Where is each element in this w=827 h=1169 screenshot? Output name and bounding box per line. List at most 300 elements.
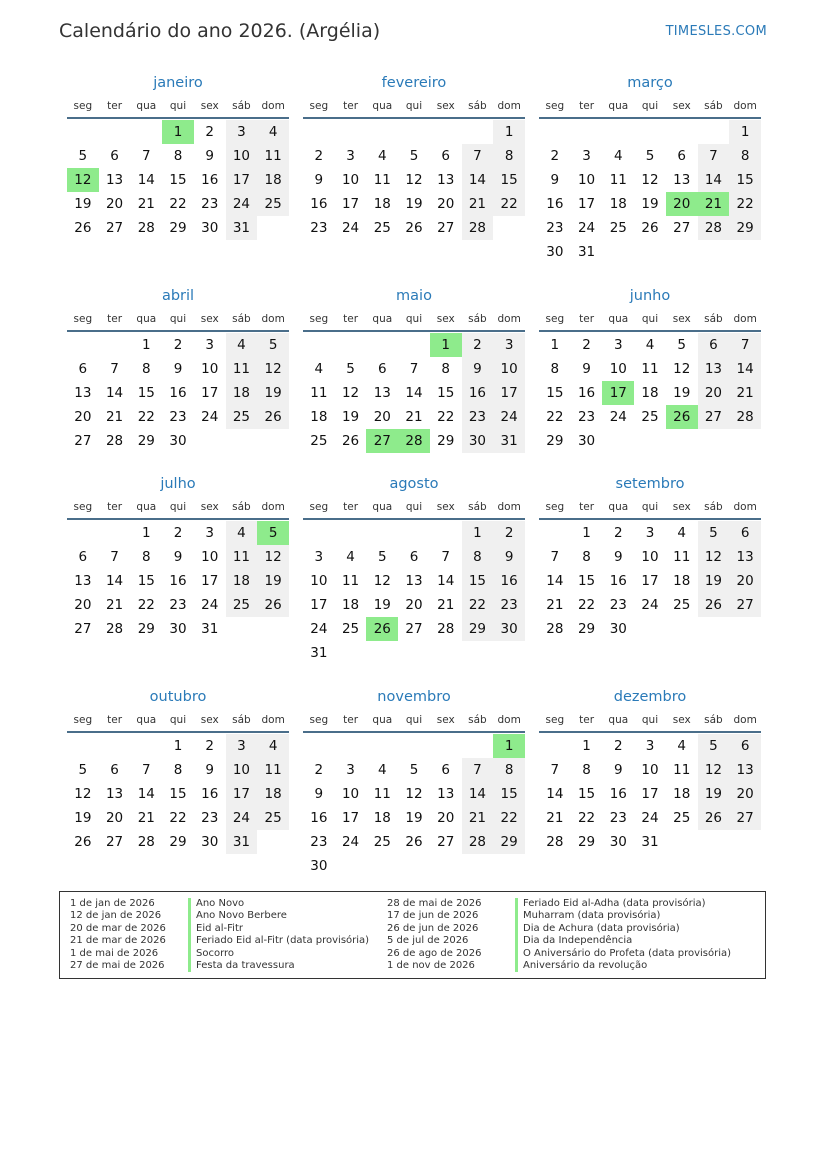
day-cell[interactable]: 10 <box>341 172 360 188</box>
day-cell[interactable]: 28 <box>546 834 564 850</box>
day-cell[interactable]: 3 <box>314 549 324 565</box>
holiday-day-cell[interactable]: 26 <box>366 617 398 641</box>
day-cell[interactable]: 24 <box>341 834 360 850</box>
day-cell[interactable]: 16 <box>609 573 627 589</box>
day-cell[interactable]: 18 <box>257 168 289 192</box>
day-cell[interactable]: 10 <box>310 573 328 589</box>
day-cell[interactable]: 28 <box>546 621 564 637</box>
day-cell[interactable]: 18 <box>641 385 659 401</box>
day-cell[interactable]: 22 <box>493 192 525 216</box>
day-cell[interactable]: 2 <box>205 124 214 140</box>
day-cell[interactable]: 9 <box>582 361 591 377</box>
day-cell[interactable]: 12 <box>405 786 423 802</box>
day-cell[interactable]: 29 <box>437 433 455 449</box>
day-cell[interactable]: 14 <box>729 357 761 381</box>
day-cell[interactable]: 22 <box>462 593 494 617</box>
day-cell[interactable]: 8 <box>582 549 591 565</box>
day-cell[interactable]: 24 <box>641 810 659 826</box>
day-cell[interactable]: 24 <box>201 409 219 425</box>
day-cell[interactable]: 2 <box>173 337 183 353</box>
day-cell[interactable]: 14 <box>105 385 124 401</box>
day-cell[interactable]: 23 <box>201 196 219 212</box>
day-cell[interactable]: 30 <box>577 433 596 449</box>
day-cell[interactable]: 27 <box>437 834 455 850</box>
day-cell[interactable]: 26 <box>641 220 659 236</box>
day-cell[interactable]: 21 <box>462 192 494 216</box>
day-cell[interactable]: 12 <box>405 172 423 188</box>
day-cell[interactable]: 10 <box>201 361 219 377</box>
day-cell[interactable]: 4 <box>257 734 289 758</box>
day-cell[interactable]: 9 <box>462 357 494 381</box>
day-cell[interactable]: 14 <box>137 786 155 802</box>
day-cell[interactable]: 19 <box>698 782 730 806</box>
day-cell[interactable]: 24 <box>609 409 627 425</box>
day-cell[interactable]: 15 <box>137 385 155 401</box>
day-cell[interactable]: 11 <box>310 385 328 401</box>
day-cell[interactable]: 8 <box>550 361 560 377</box>
day-cell[interactable]: 27 <box>729 593 761 617</box>
day-cell[interactable]: 28 <box>462 216 494 240</box>
day-cell[interactable]: 5 <box>78 148 88 164</box>
day-cell[interactable]: 2 <box>462 333 494 357</box>
day-cell[interactable]: 20 <box>373 409 391 425</box>
day-cell[interactable]: 27 <box>74 433 92 449</box>
day-cell[interactable]: 19 <box>373 597 391 613</box>
day-cell[interactable]: 10 <box>641 762 659 778</box>
day-cell[interactable]: 14 <box>546 786 564 802</box>
day-cell[interactable]: 25 <box>341 621 360 637</box>
day-cell[interactable]: 6 <box>409 549 419 565</box>
day-cell[interactable]: 23 <box>493 593 525 617</box>
day-cell[interactable]: 3 <box>645 525 655 541</box>
day-cell[interactable]: 12 <box>698 545 730 569</box>
day-cell[interactable]: 28 <box>437 621 455 637</box>
day-cell[interactable]: 11 <box>609 172 627 188</box>
day-cell[interactable]: 19 <box>641 196 659 212</box>
day-cell[interactable]: 4 <box>613 148 623 164</box>
day-cell[interactable]: 13 <box>405 573 423 589</box>
day-cell[interactable]: 7 <box>462 758 494 782</box>
day-cell[interactable]: 18 <box>609 196 627 212</box>
day-cell[interactable]: 12 <box>641 172 659 188</box>
day-cell[interactable]: 1 <box>582 738 591 754</box>
day-cell[interactable]: 31 <box>493 429 525 453</box>
day-cell[interactable]: 9 <box>550 172 560 188</box>
day-cell[interactable]: 27 <box>729 806 761 830</box>
day-cell[interactable]: 2 <box>314 762 324 778</box>
day-cell[interactable]: 14 <box>698 168 730 192</box>
day-cell[interactable]: 30 <box>201 220 219 236</box>
day-cell[interactable]: 2 <box>550 148 560 164</box>
day-cell[interactable]: 27 <box>74 621 92 637</box>
day-cell[interactable]: 9 <box>205 762 214 778</box>
day-cell[interactable]: 9 <box>613 762 623 778</box>
day-cell[interactable]: 3 <box>493 333 525 357</box>
day-cell[interactable]: 4 <box>677 525 686 541</box>
day-cell[interactable]: 10 <box>641 549 659 565</box>
day-cell[interactable]: 6 <box>729 521 761 545</box>
day-cell[interactable]: 21 <box>405 409 423 425</box>
day-cell[interactable]: 17 <box>201 385 219 401</box>
day-cell[interactable]: 8 <box>173 762 183 778</box>
day-cell[interactable]: 16 <box>310 196 328 212</box>
day-cell[interactable]: 29 <box>169 834 187 850</box>
day-cell[interactable]: 17 <box>310 597 328 613</box>
day-cell[interactable]: 25 <box>373 834 391 850</box>
day-cell[interactable]: 15 <box>577 573 596 589</box>
day-cell[interactable]: 13 <box>105 786 124 802</box>
day-cell[interactable]: 11 <box>373 172 391 188</box>
day-cell[interactable]: 15 <box>729 168 761 192</box>
day-cell[interactable]: 10 <box>577 172 596 188</box>
day-cell[interactable]: 23 <box>546 220 564 236</box>
holiday-day-cell[interactable]: 27 <box>366 429 398 453</box>
day-cell[interactable]: 19 <box>74 810 92 826</box>
day-cell[interactable]: 15 <box>169 786 187 802</box>
day-cell[interactable]: 19 <box>698 569 730 593</box>
day-cell[interactable]: 8 <box>141 549 151 565</box>
day-cell[interactable]: 2 <box>613 525 623 541</box>
day-cell[interactable]: 4 <box>677 738 686 754</box>
day-cell[interactable]: 5 <box>409 762 419 778</box>
day-cell[interactable]: 21 <box>546 810 564 826</box>
day-cell[interactable]: 30 <box>462 429 494 453</box>
day-cell[interactable]: 23 <box>201 810 219 826</box>
day-cell[interactable]: 13 <box>74 385 92 401</box>
day-cell[interactable]: 9 <box>314 786 324 802</box>
day-cell[interactable]: 24 <box>310 621 328 637</box>
day-cell[interactable]: 31 <box>226 216 258 240</box>
day-cell[interactable]: 22 <box>577 597 596 613</box>
day-cell[interactable]: 27 <box>698 405 730 429</box>
day-cell[interactable]: 22 <box>546 409 564 425</box>
day-cell[interactable]: 23 <box>609 597 627 613</box>
day-cell[interactable]: 28 <box>137 834 155 850</box>
day-cell[interactable]: 24 <box>226 192 258 216</box>
holiday-day-cell[interactable]: 28 <box>398 429 430 453</box>
day-cell[interactable]: 10 <box>226 144 258 168</box>
day-cell[interactable]: 3 <box>613 337 623 353</box>
day-cell[interactable]: 7 <box>110 549 119 565</box>
day-cell[interactable]: 13 <box>373 385 391 401</box>
day-cell[interactable]: 24 <box>577 220 596 236</box>
day-cell[interactable]: 4 <box>645 337 655 353</box>
day-cell[interactable]: 17 <box>641 786 659 802</box>
day-cell[interactable]: 17 <box>201 573 219 589</box>
day-cell[interactable]: 11 <box>341 573 360 589</box>
day-cell[interactable]: 19 <box>257 569 289 593</box>
day-cell[interactable]: 22 <box>137 597 155 613</box>
day-cell[interactable]: 15 <box>577 786 596 802</box>
day-cell[interactable]: 1 <box>582 525 591 541</box>
day-cell[interactable]: 28 <box>137 220 155 236</box>
day-cell[interactable]: 1 <box>141 525 151 541</box>
day-cell[interactable]: 29 <box>169 220 187 236</box>
day-cell[interactable]: 18 <box>257 782 289 806</box>
day-cell[interactable]: 18 <box>673 786 691 802</box>
day-cell[interactable]: 2 <box>205 738 214 754</box>
day-cell[interactable]: 14 <box>137 172 155 188</box>
day-cell[interactable]: 6 <box>110 762 119 778</box>
day-cell[interactable]: 11 <box>226 545 258 569</box>
day-cell[interactable]: 2 <box>173 525 183 541</box>
day-cell[interactable]: 10 <box>493 357 525 381</box>
day-cell[interactable]: 30 <box>493 617 525 641</box>
day-cell[interactable]: 17 <box>226 168 258 192</box>
day-cell[interactable]: 9 <box>173 549 183 565</box>
day-cell[interactable]: 7 <box>550 762 560 778</box>
day-cell[interactable]: 24 <box>493 405 525 429</box>
day-cell[interactable]: 3 <box>226 120 258 144</box>
day-cell[interactable]: 26 <box>405 834 423 850</box>
day-cell[interactable]: 29 <box>729 216 761 240</box>
day-cell[interactable]: 5 <box>677 337 686 353</box>
day-cell[interactable]: 14 <box>462 168 494 192</box>
day-cell[interactable]: 29 <box>137 433 155 449</box>
day-cell[interactable]: 26 <box>257 593 289 617</box>
day-cell[interactable]: 14 <box>105 573 124 589</box>
day-cell[interactable]: 20 <box>729 782 761 806</box>
day-cell[interactable]: 12 <box>698 758 730 782</box>
day-cell[interactable]: 24 <box>641 597 659 613</box>
day-cell[interactable]: 17 <box>641 573 659 589</box>
day-cell[interactable]: 14 <box>405 385 423 401</box>
day-cell[interactable]: 7 <box>110 361 119 377</box>
day-cell[interactable]: 4 <box>346 549 355 565</box>
day-cell[interactable]: 30 <box>310 858 328 874</box>
day-cell[interactable]: 26 <box>341 433 360 449</box>
day-cell[interactable]: 15 <box>493 782 525 806</box>
day-cell[interactable]: 16 <box>201 786 219 802</box>
day-cell[interactable]: 9 <box>493 545 525 569</box>
day-cell[interactable]: 11 <box>673 762 691 778</box>
day-cell[interactable]: 21 <box>546 597 564 613</box>
day-cell[interactable]: 4 <box>226 333 258 357</box>
holiday-day-cell[interactable]: 20 <box>666 192 698 216</box>
day-cell[interactable]: 20 <box>105 810 124 826</box>
day-cell[interactable]: 8 <box>493 144 525 168</box>
day-cell[interactable]: 26 <box>74 220 92 236</box>
holiday-day-cell[interactable]: 1 <box>493 734 525 758</box>
day-cell[interactable]: 27 <box>437 220 455 236</box>
day-cell[interactable]: 8 <box>582 762 591 778</box>
day-cell[interactable]: 21 <box>105 597 124 613</box>
day-cell[interactable]: 13 <box>437 172 455 188</box>
day-cell[interactable]: 21 <box>137 810 155 826</box>
day-cell[interactable]: 25 <box>310 433 328 449</box>
day-cell[interactable]: 5 <box>698 734 730 758</box>
day-cell[interactable]: 11 <box>226 357 258 381</box>
day-cell[interactable]: 6 <box>78 361 88 377</box>
day-cell[interactable]: 16 <box>546 196 564 212</box>
day-cell[interactable]: 10 <box>201 549 219 565</box>
day-cell[interactable]: 3 <box>226 734 258 758</box>
day-cell[interactable]: 18 <box>341 597 360 613</box>
day-cell[interactable]: 25 <box>226 593 258 617</box>
day-cell[interactable]: 14 <box>462 782 494 806</box>
day-cell[interactable]: 10 <box>226 758 258 782</box>
day-cell[interactable]: 13 <box>698 357 730 381</box>
day-cell[interactable]: 3 <box>645 738 655 754</box>
day-cell[interactable]: 19 <box>74 196 92 212</box>
day-cell[interactable]: 13 <box>729 545 761 569</box>
day-cell[interactable]: 13 <box>74 573 92 589</box>
day-cell[interactable]: 9 <box>613 549 623 565</box>
day-cell[interactable]: 6 <box>729 734 761 758</box>
day-cell[interactable]: 13 <box>437 786 455 802</box>
day-cell[interactable]: 31 <box>226 830 258 854</box>
day-cell[interactable]: 25 <box>257 806 289 830</box>
day-cell[interactable]: 5 <box>78 762 88 778</box>
day-cell[interactable]: 17 <box>341 810 360 826</box>
day-cell[interactable]: 18 <box>373 810 391 826</box>
day-cell[interactable]: 29 <box>462 617 494 641</box>
day-cell[interactable]: 5 <box>257 333 289 357</box>
day-cell[interactable]: 25 <box>641 409 659 425</box>
day-cell[interactable]: 28 <box>105 433 124 449</box>
day-cell[interactable]: 7 <box>141 148 151 164</box>
day-cell[interactable]: 2 <box>314 148 324 164</box>
day-cell[interactable]: 20 <box>729 569 761 593</box>
day-cell[interactable]: 3 <box>346 148 355 164</box>
day-cell[interactable]: 20 <box>437 196 455 212</box>
day-cell[interactable]: 23 <box>310 220 328 236</box>
day-cell[interactable]: 4 <box>377 762 387 778</box>
day-cell[interactable]: 17 <box>341 196 360 212</box>
day-cell[interactable]: 21 <box>437 597 455 613</box>
day-cell[interactable]: 23 <box>577 409 596 425</box>
day-cell[interactable]: 25 <box>673 810 691 826</box>
day-cell[interactable]: 16 <box>169 385 187 401</box>
day-cell[interactable]: 11 <box>673 549 691 565</box>
day-cell[interactable]: 8 <box>462 545 494 569</box>
holiday-day-cell[interactable]: 1 <box>162 120 194 144</box>
day-cell[interactable]: 29 <box>577 834 596 850</box>
day-cell[interactable]: 11 <box>257 144 289 168</box>
day-cell[interactable]: 6 <box>677 148 686 164</box>
day-cell[interactable]: 15 <box>546 385 564 401</box>
day-cell[interactable]: 19 <box>405 810 423 826</box>
day-cell[interactable]: 12 <box>373 573 391 589</box>
day-cell[interactable]: 11 <box>257 758 289 782</box>
day-cell[interactable]: 29 <box>137 621 155 637</box>
day-cell[interactable]: 14 <box>546 573 564 589</box>
day-cell[interactable]: 26 <box>698 593 730 617</box>
brand-logo[interactable]: TIMESLES.COM <box>665 24 767 39</box>
holiday-day-cell[interactable]: 17 <box>602 381 634 405</box>
day-cell[interactable]: 8 <box>729 144 761 168</box>
day-cell[interactable]: 31 <box>310 645 328 661</box>
day-cell[interactable]: 23 <box>310 834 328 850</box>
day-cell[interactable]: 13 <box>105 172 124 188</box>
day-cell[interactable]: 25 <box>673 597 691 613</box>
day-cell[interactable]: 21 <box>105 409 124 425</box>
day-cell[interactable]: 22 <box>729 192 761 216</box>
day-cell[interactable]: 8 <box>441 361 450 377</box>
day-cell[interactable]: 27 <box>673 220 691 236</box>
day-cell[interactable]: 25 <box>257 192 289 216</box>
day-cell[interactable]: 27 <box>105 834 124 850</box>
day-cell[interactable]: 1 <box>550 337 560 353</box>
day-cell[interactable]: 8 <box>141 361 151 377</box>
day-cell[interactable]: 26 <box>257 405 289 429</box>
day-cell[interactable]: 30 <box>169 433 187 449</box>
day-cell[interactable]: 25 <box>373 220 391 236</box>
day-cell[interactable]: 21 <box>729 381 761 405</box>
day-cell[interactable]: 5 <box>409 148 419 164</box>
day-cell[interactable]: 21 <box>137 196 155 212</box>
day-cell[interactable]: 25 <box>226 405 258 429</box>
day-cell[interactable]: 22 <box>577 810 596 826</box>
day-cell[interactable]: 31 <box>641 834 659 850</box>
day-cell[interactable]: 17 <box>577 196 596 212</box>
day-cell[interactable]: 4 <box>377 148 387 164</box>
day-cell[interactable]: 16 <box>310 810 328 826</box>
day-cell[interactable]: 7 <box>441 549 450 565</box>
holiday-day-cell[interactable]: 26 <box>666 405 698 429</box>
day-cell[interactable]: 20 <box>74 409 92 425</box>
day-cell[interactable]: 9 <box>205 148 214 164</box>
day-cell[interactable]: 16 <box>462 381 494 405</box>
day-cell[interactable]: 2 <box>613 738 623 754</box>
holiday-day-cell[interactable]: 21 <box>698 192 730 216</box>
day-cell[interactable]: 1 <box>141 337 151 353</box>
day-cell[interactable]: 19 <box>257 381 289 405</box>
day-cell[interactable]: 10 <box>609 361 627 377</box>
day-cell[interactable]: 31 <box>201 621 219 637</box>
day-cell[interactable]: 25 <box>609 220 627 236</box>
day-cell[interactable]: 16 <box>493 569 525 593</box>
day-cell[interactable]: 23 <box>462 405 494 429</box>
day-cell[interactable]: 27 <box>405 621 423 637</box>
day-cell[interactable]: 15 <box>169 172 187 188</box>
day-cell[interactable]: 7 <box>698 144 730 168</box>
day-cell[interactable]: 7 <box>729 333 761 357</box>
day-cell[interactable]: 20 <box>405 597 423 613</box>
day-cell[interactable]: 28 <box>105 621 124 637</box>
day-cell[interactable]: 19 <box>341 409 360 425</box>
day-cell[interactable]: 30 <box>609 834 627 850</box>
day-cell[interactable]: 8 <box>173 148 183 164</box>
day-cell[interactable]: 22 <box>437 409 455 425</box>
day-cell[interactable]: 6 <box>78 549 88 565</box>
day-cell[interactable]: 15 <box>437 385 455 401</box>
day-cell[interactable]: 17 <box>226 782 258 806</box>
day-cell[interactable]: 13 <box>729 758 761 782</box>
day-cell[interactable]: 18 <box>226 569 258 593</box>
day-cell[interactable]: 4 <box>314 361 324 377</box>
day-cell[interactable]: 6 <box>377 361 387 377</box>
day-cell[interactable]: 20 <box>698 381 730 405</box>
day-cell[interactable]: 23 <box>169 597 187 613</box>
day-cell[interactable]: 22 <box>137 409 155 425</box>
day-cell[interactable]: 1 <box>462 521 494 545</box>
day-cell[interactable]: 16 <box>577 385 596 401</box>
day-cell[interactable]: 21 <box>462 806 494 830</box>
day-cell[interactable]: 31 <box>577 244 596 260</box>
day-cell[interactable]: 6 <box>441 148 450 164</box>
day-cell[interactable]: 28 <box>729 405 761 429</box>
day-cell[interactable]: 6 <box>441 762 450 778</box>
holiday-day-cell[interactable]: 5 <box>257 521 289 545</box>
day-cell[interactable]: 5 <box>698 521 730 545</box>
day-cell[interactable]: 7 <box>550 549 560 565</box>
day-cell[interactable]: 29 <box>577 621 596 637</box>
day-cell[interactable]: 1 <box>173 738 183 754</box>
day-cell[interactable]: 4 <box>257 120 289 144</box>
day-cell[interactable]: 3 <box>205 337 214 353</box>
day-cell[interactable]: 3 <box>205 525 214 541</box>
